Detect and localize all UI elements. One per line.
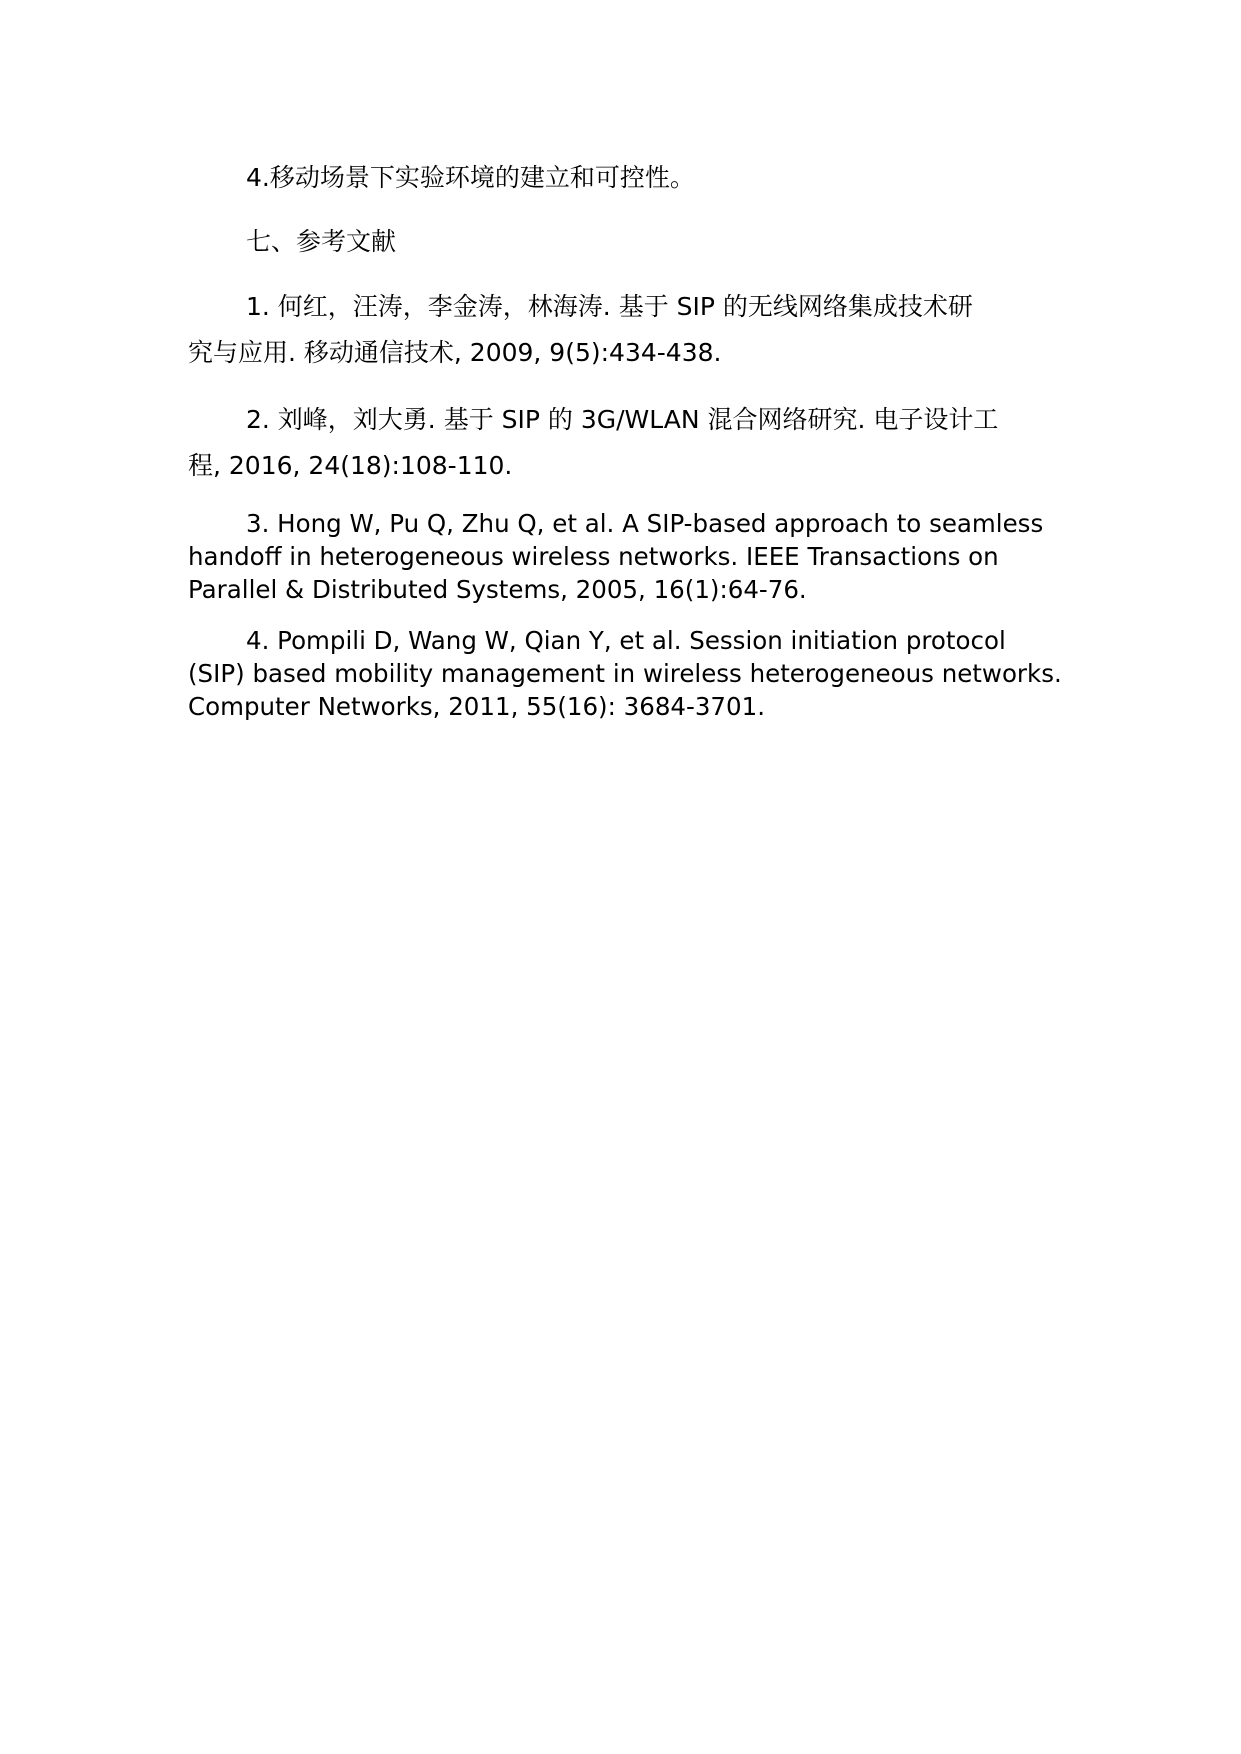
reference-1-line-2: 究与应用. 移动通信技术, 2009, 9(5):434-438. bbox=[188, 338, 722, 367]
list-item-4-text: 4.移动场景下实验环境的建立和可控性。 bbox=[246, 163, 695, 192]
reference-1 bbox=[188, 284, 1050, 376]
reference-3 bbox=[188, 507, 1050, 606]
reference-4-line-3: Computer Networks, 2011, 55(16): 3684-3701. bbox=[188, 692, 765, 721]
reference-4 bbox=[188, 624, 1062, 723]
reference-3-line-1: 3. Hong W, Pu Q, Zhu Q, et al. A SIP-based approach to seamless bbox=[246, 509, 1044, 538]
references-heading bbox=[188, 219, 1050, 265]
references-heading-text: 七、参考文献 bbox=[246, 227, 397, 256]
reference-2 bbox=[188, 397, 1050, 489]
reference-2-line-2: 程, 2016, 24(18):108-110. bbox=[188, 451, 513, 480]
reference-2-line-1: 2. 刘峰，刘大勇. 基于 SIP 的 3G/WLAN 混合网络研究. 电子设计工 bbox=[246, 405, 999, 434]
reference-3-line-2: handoff in heterogeneous wireless networks. IEEE Transactions on bbox=[188, 542, 999, 571]
reference-3-line-3: Parallel & Distributed Systems, 2005, 16(1):64-76. bbox=[188, 575, 807, 604]
reference-4-line-1: 4. Pompili D, Wang W, Qian Y, et al. Session initiation protocol bbox=[246, 626, 1006, 655]
reference-4-line-2: (SIP) based mobility management in wireless heterogeneous networks. bbox=[188, 659, 1062, 688]
reference-1-line-1: 1. 何红，汪涛，李金涛，林海涛. 基于 SIP 的无线网络集成技术研 bbox=[246, 292, 973, 321]
list-item-4 bbox=[188, 155, 1050, 201]
